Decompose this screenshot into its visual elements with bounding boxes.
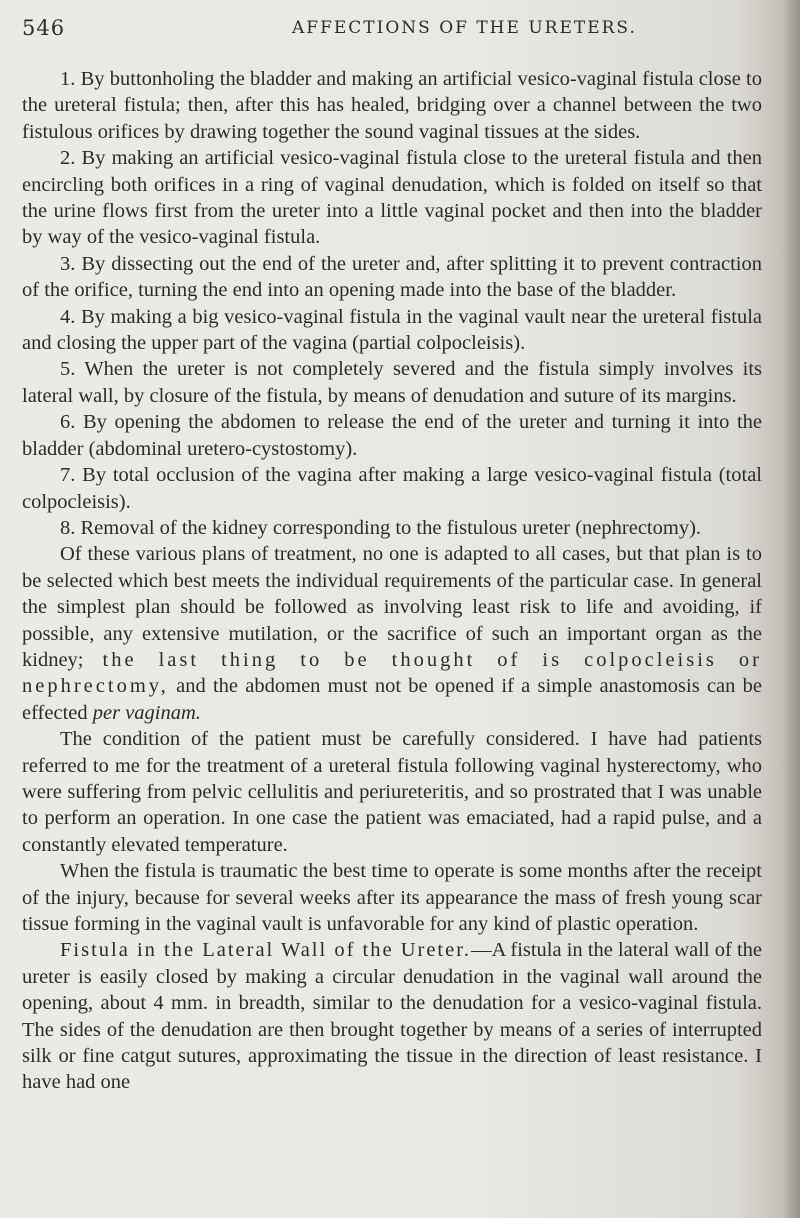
paragraph-patient-condition: The condition of the patient must be carefully considered. I have had patients referred to me for the treatment of a ureteral fistula following vaginal hysterectomy, who were suffering from pelvic cellulitis and periureteritis, and so prostrated that I was unable to perform an operation. In one case the patient was emaciated, had a rapid pulse, and a constantly elevated temperature. [22, 728, 762, 856]
page-header [22, 10, 762, 44]
treatment-plans-text-continued: and the abdomen must not be opened if a simple anastomosis can be effected [22, 675, 763, 724]
paragraph-lateral-wall [22, 937, 762, 1095]
lateral-wall-text: —A fistula in the lateral wall of the ureter is easily closed by making a circular denudation in the vaginal wall around the opening, about 4 mm. in breadth, similar to the denudation for a vesico-vaginal fistula. The sides of the denudation are then brought together by means of a series of interrupted silk or fine catgut sutures, approximating the tissue in the direction of least resistance. I have had one [22, 939, 763, 1094]
paragraph-treatment-plans [22, 541, 762, 726]
paragraph-item-1: 1. By buttonholing the bladder and making an artificial vesico-vaginal fistula close to the ureteral fistula; then, after this has healed, bridging over a channel between the two fistulous orifices by drawing together the sound vaginal tissues at the sides. [22, 68, 762, 143]
emphasized-spaced-text: the last thing to be thought of is colpocleisis or nephrectomy, [22, 648, 762, 698]
latin-phrase: per vaginam. [92, 701, 201, 724]
running-title: AFFECTIONS OF THE URETERS. [292, 18, 637, 38]
paragraph-item-3: 3. By dissecting out the end of the ureter and, after splitting it to prevent contraction of the orifice, turning the end into an opening made into the base of the bladder. [22, 252, 762, 302]
paragraph-item-4: 4. By making a big vesico-vaginal fistula in the vaginal vault near the ureteral fistula and closing the upper part of the vagina (partial colpocleisis). [22, 305, 762, 355]
paragraph-item-2: 2. By making an artificial vesico-vaginal fistula close to the ureteral fistula and then encircling both orifices in a ring of vaginal denudation, which is folded on itself so that the urine flows first from the ureter into a little vaginal pocket and then into the bladder by way of the vesico-vaginal fistula. [22, 147, 762, 249]
page-number: 546 [22, 16, 66, 40]
section-run-in-heading: Fistula in the Lateral Wall of the Ureter. [60, 939, 472, 962]
treatment-plans-text: Of these various plans of treatment, no one is adapted to all cases, but that plan is to be selected which best meets the individual requirements of the particular case. In general the simplest plan should be followed as involving least risk to life and avoiding, if possible, any extensive mutilation, or the sacrifice of such an important organ as the kidney; [22, 543, 762, 671]
paragraph-item-8: 8. Removal of the kidney corresponding to the fistulous ureter (nephrectomy). [60, 516, 702, 539]
page-gutter-shadow [782, 0, 800, 1218]
paragraph-item-6: 6. By opening the abdomen to release the end of the ureter and turning it into the bladder (abdominal uretero-cystostomy). [22, 411, 762, 460]
paragraph-item-7: 7. By total occlusion of the vagina after making a large vesico-vaginal fistula (total colpocleisis). [22, 464, 762, 513]
page-body [22, 66, 762, 1096]
paragraph-item-5: 5. When the ureter is not completely severed and the fistula simply involves its lateral wall, by closure of the fistula, by means of denudation and suture of its margins. [22, 358, 762, 407]
paragraph-timing: When the fistula is traumatic the best time to operate is some months after the receipt of the injury, because for several weeks after its appearance the mass of fresh young scar tissue forming in the vaginal vault is unfavorable for any kind of plastic operation. [22, 860, 762, 935]
